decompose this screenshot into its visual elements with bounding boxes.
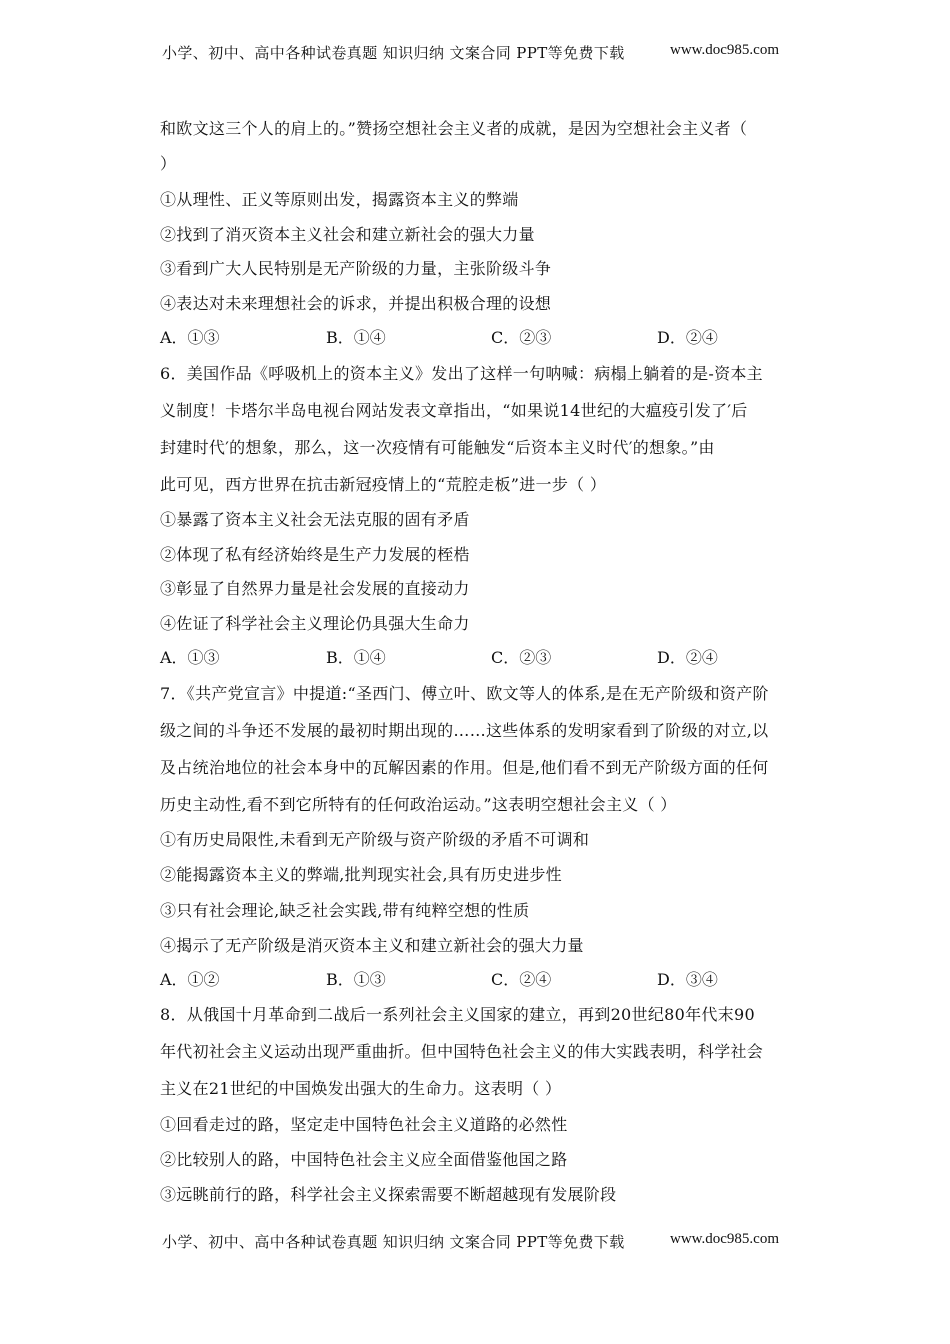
q7-statement-3: ③只有社会理论,缺乏社会实践,带有纯粹空想的性质 [160,901,530,920]
q6-statement-1: ①暴露了资本主义社会无法克服的固有矛盾 [160,510,470,529]
q7-stem-line: 7．《共产党宣言》中提道:“圣西门、傅立叶、欧文等人的体系,是在无产阶级和资产阶 [160,684,769,703]
q7-stem-line: 及占统治地位的社会本身中的瓦解因素的作用。但是,他们看不到无产阶级方面的任何 [160,758,769,777]
q6-stem-line: 封建时代′的想象，那么，这一次疫情有可能触发“后资本主义时代′的想象。”由 [160,438,715,457]
q6-stem-line: 此可见，西方世界在抗击新冠疫情上的“荒腔走板”进一步（ ） [160,475,607,494]
q6-stem-line: 6．美国作品《呼吸机上的资本主义》发出了这样一句呐喊：病榻上躺着的是-资本主 [160,364,763,383]
q5-option-c[interactable]: C．②③ [491,328,552,347]
page-header-text: 小学、初中、高中各种试卷真题 知识归纳 文案合同 PPT等免费下载 [162,44,625,62]
q6-option-d[interactable]: D．②④ [657,648,718,667]
q5-statement-1: ①从理性、正义等原则出发，揭露资本主义的弊端 [160,190,519,209]
q7-stem-line: 历史主动性,看不到它所特有的任何政治运动。”这表明空想社会主义（ ） [160,795,677,814]
page-header-url: www.doc985.com [670,42,780,58]
q8-statement-2: ②比较别人的路，中国特色社会主义应全面借鉴他国之路 [160,1150,568,1169]
q5-option-b[interactable]: B．①④ [326,328,386,347]
q5-statement-2: ②找到了消灭资本主义社会和建立新社会的强大力量 [160,225,535,244]
q7-statement-2: ②能揭露资本主义的弊端,批判现实社会,具有历史进步性 [160,865,562,884]
q7-stem-line: 级之间的斗争还不发展的最初时期出现的……这些体系的发明家看到了阶级的对立,以 [160,721,769,740]
q6-option-a[interactable]: A．①③ [160,648,220,667]
q8-statement-3: ③远眺前行的路，科学社会主义探索需要不断超越现有发展阶段 [160,1185,617,1204]
page-footer-url: www.doc985.com [670,1231,780,1247]
q8-stem-line: 8．从俄国十月革命到二战后一系列社会主义国家的建立，再到20世纪80年代末90 [160,1005,755,1024]
q6-option-b[interactable]: B．①④ [326,648,386,667]
q5-option-a[interactable]: A．①③ [160,328,220,347]
q8-stem-line: 年代初社会主义运动出现严重曲折。但中国特色社会主义的伟大实践表明，科学社会 [160,1042,764,1061]
q7-options [160,970,760,990]
q7-statement-4: ④揭示了无产阶级是消灭资本主义和建立新社会的强大力量 [160,936,584,955]
q7-statement-1: ①有历史局限性,未看到无产阶级与资产阶级的矛盾不可调和 [160,830,590,849]
q6-statement-4: ④佐证了科学社会主义理论仍具强大生命力 [160,614,470,633]
q5-option-d[interactable]: D．②④ [657,328,718,347]
q7-option-d[interactable]: D．③④ [657,970,718,989]
q7-option-a[interactable]: A．①② [160,970,220,989]
q6-options [160,648,760,668]
q7-option-b[interactable]: B．①③ [326,970,386,989]
q5-statement-4: ④表达对未来理想社会的诉求，并提出积极合理的设想 [160,294,552,313]
page-footer-text: 小学、初中、高中各种试卷真题 知识归纳 文案合同 PPT等免费下载 [162,1233,625,1251]
q5-options [160,328,760,348]
q6-option-c[interactable]: C．②③ [491,648,552,667]
q6-statement-2: ②体现了私有经济始终是生产力发展的桎梏 [160,545,470,564]
q6-stem-line: 义制度！卡塔尔半岛电视台网站发表文章指出，“如果说14世纪的大瘟疫引发了′后 [160,401,748,420]
q8-stem-line: 主义在21世纪的中国焕发出强大的生命力。这表明（ ） [160,1079,562,1098]
q5-stem-line: 和欧文这三个人的肩上的。”赞扬空想社会主义者的成就，是因为空想社会主义者（ [160,119,748,138]
q8-statement-1: ①回看走过的路，坚定走中国特色社会主义道路的必然性 [160,1115,568,1134]
q7-option-c[interactable]: C．②④ [491,970,552,989]
q5-statement-3: ③看到广大人民特别是无产阶级的力量，主张阶级斗争 [160,259,552,278]
q6-statement-3: ③彰显了自然界力量是社会发展的直接动力 [160,579,470,598]
q5-stem-line: ） [160,154,177,173]
